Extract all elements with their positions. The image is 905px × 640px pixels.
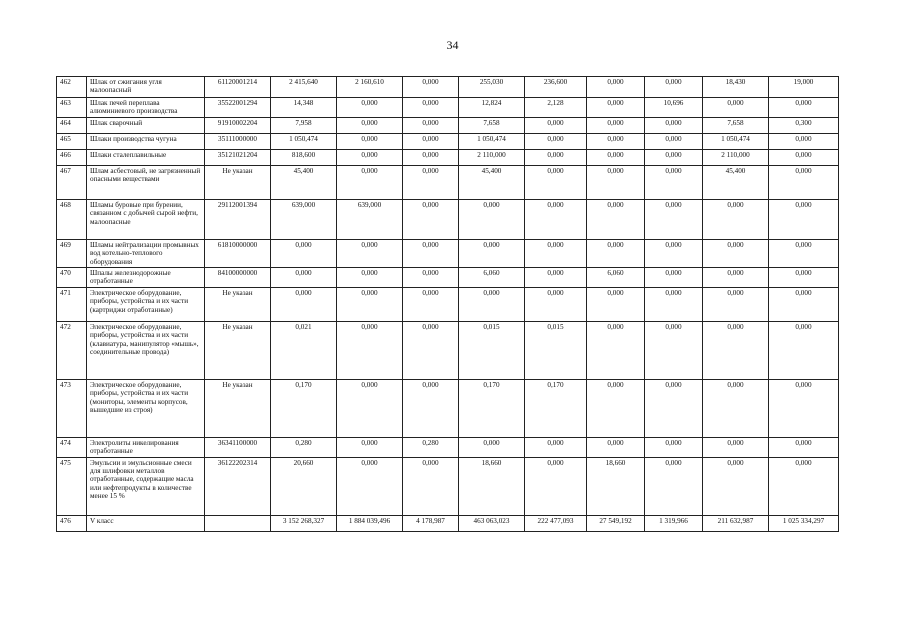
value-cell: 45,400 xyxy=(459,165,525,199)
table-row xyxy=(57,117,839,133)
value-cell: 0,000 xyxy=(403,199,459,239)
value-cell: 0,000 xyxy=(769,239,839,267)
waste-code: Не указан xyxy=(205,321,271,379)
value-cell: 0,000 xyxy=(703,379,769,437)
waste-code: 35111000000 xyxy=(205,133,271,149)
value-cell: 0,300 xyxy=(769,117,839,133)
table-row xyxy=(57,379,839,437)
value-cell: 0,000 xyxy=(769,287,839,321)
table-row xyxy=(57,133,839,149)
value-cell: 0,021 xyxy=(271,321,337,379)
waste-code: 61120001214 xyxy=(205,77,271,98)
value-cell: 0,015 xyxy=(459,321,525,379)
value-cell: 0,000 xyxy=(403,268,459,288)
value-cell: 0,000 xyxy=(525,199,587,239)
value-cell: 0,000 xyxy=(645,199,703,239)
table-row xyxy=(57,321,839,379)
value-cell: 1 050,474 xyxy=(703,133,769,149)
waste-code: 61810000000 xyxy=(205,239,271,267)
value-cell: 0,000 xyxy=(459,199,525,239)
value-cell: 0,000 xyxy=(525,149,587,165)
value-cell: 0,000 xyxy=(587,239,645,267)
value-cell: 0,170 xyxy=(271,379,337,437)
value-cell: 1 050,474 xyxy=(459,133,525,149)
value-cell: 0,000 xyxy=(337,457,403,515)
value-cell: 0,000 xyxy=(645,133,703,149)
row-number: 472 xyxy=(57,321,87,379)
waste-name: Электрическое оборудование, приборы, устройства и их части (мониторы, элементы корпусов, вышедшие из строя) xyxy=(87,379,205,437)
row-number: 464 xyxy=(57,117,87,133)
page-number: 34 xyxy=(446,38,459,52)
value-cell: 0,170 xyxy=(525,379,587,437)
value-cell: 1 319,966 xyxy=(645,515,703,531)
waste-code: 29112001394 xyxy=(205,199,271,239)
value-cell: 18,660 xyxy=(587,457,645,515)
value-cell: 0,000 xyxy=(769,457,839,515)
value-cell: 45,400 xyxy=(271,165,337,199)
value-cell: 0,000 xyxy=(645,77,703,98)
waste-name: Шлаки сталеплавильные xyxy=(87,149,205,165)
value-cell: 45,400 xyxy=(703,165,769,199)
value-cell: 0,000 xyxy=(525,117,587,133)
value-cell: 2 160,610 xyxy=(337,77,403,98)
value-cell: 20,660 xyxy=(271,457,337,515)
table-row xyxy=(57,239,839,267)
value-cell: 0,000 xyxy=(587,133,645,149)
value-cell: 0,000 xyxy=(769,165,839,199)
value-cell: 0,000 xyxy=(525,268,587,288)
waste-name: V класс xyxy=(87,515,205,531)
value-cell: 4 178,987 xyxy=(403,515,459,531)
value-cell: 0,000 xyxy=(645,437,703,457)
table-row xyxy=(57,199,839,239)
waste-name: Шлаки производства чугуна xyxy=(87,133,205,149)
value-cell: 211 632,987 xyxy=(703,515,769,531)
value-cell: 0,280 xyxy=(403,437,459,457)
row-number: 473 xyxy=(57,379,87,437)
value-cell: 0,000 xyxy=(337,379,403,437)
value-cell: 0,000 xyxy=(403,457,459,515)
waste-name: Электролиты никелирования отработанные xyxy=(87,437,205,457)
waste-code: 35121021204 xyxy=(205,149,271,165)
waste-code xyxy=(205,515,271,531)
value-cell: 639,000 xyxy=(337,199,403,239)
row-number: 466 xyxy=(57,149,87,165)
table-row xyxy=(57,437,839,457)
value-cell: 1 884 039,496 xyxy=(337,515,403,531)
value-cell: 1 025 334,297 xyxy=(769,515,839,531)
value-cell: 0,015 xyxy=(525,321,587,379)
value-cell: 0,000 xyxy=(403,287,459,321)
waste-code: Не указан xyxy=(205,165,271,199)
value-cell: 0,000 xyxy=(337,133,403,149)
value-cell: 818,600 xyxy=(271,149,337,165)
row-number: 465 xyxy=(57,133,87,149)
value-cell: 18,660 xyxy=(459,457,525,515)
value-cell: 0,000 xyxy=(587,321,645,379)
value-cell: 0,000 xyxy=(337,437,403,457)
value-cell: 0,000 xyxy=(645,457,703,515)
value-cell: 19,000 xyxy=(769,77,839,98)
value-cell: 0,000 xyxy=(703,321,769,379)
waste-code: 36122202314 xyxy=(205,457,271,515)
value-cell: 0,000 xyxy=(769,379,839,437)
value-cell: 0,280 xyxy=(271,437,337,457)
waste-name: Электрическое оборудование, приборы, устройства и их части (клавиатура, манипулятор «мышь», соединительные провода) xyxy=(87,321,205,379)
value-cell: 0,000 xyxy=(587,199,645,239)
waste-name: Шлак печей переплава алюминиевого производства xyxy=(87,98,205,118)
value-cell: 0,000 xyxy=(337,239,403,267)
waste-name: Эмульсии и эмульсионные смеси для шлифовки металлов отработанные, содержащие масла или нефтепродукты в количестве менее 15 % xyxy=(87,457,205,515)
value-cell: 0,000 xyxy=(403,321,459,379)
value-cell: 0,000 xyxy=(403,98,459,118)
value-cell: 0,000 xyxy=(337,149,403,165)
waste-name: Шлам асбестовый, не загрязненный опасными веществами xyxy=(87,165,205,199)
waste-name: Шламы буровые при бурении, связанном с добычей сырой нефти, малоопасные xyxy=(87,199,205,239)
value-cell: 0,000 xyxy=(525,457,587,515)
value-cell: 0,000 xyxy=(703,98,769,118)
value-cell: 0,000 xyxy=(337,165,403,199)
value-cell: 0,000 xyxy=(403,77,459,98)
value-cell: 0,000 xyxy=(525,239,587,267)
waste-code: Не указан xyxy=(205,379,271,437)
row-number: 475 xyxy=(57,457,87,515)
value-cell: 0,000 xyxy=(403,133,459,149)
row-number: 467 xyxy=(57,165,87,199)
value-cell: 0,000 xyxy=(459,437,525,457)
value-cell: 6,060 xyxy=(459,268,525,288)
value-cell: 0,000 xyxy=(271,268,337,288)
value-cell: 0,000 xyxy=(703,437,769,457)
value-cell: 0,000 xyxy=(703,199,769,239)
value-cell: 0,000 xyxy=(403,239,459,267)
value-cell: 639,000 xyxy=(271,199,337,239)
value-cell: 0,000 xyxy=(645,321,703,379)
value-cell: 0,000 xyxy=(587,165,645,199)
value-cell: 0,000 xyxy=(587,98,645,118)
value-cell: 0,000 xyxy=(403,165,459,199)
value-cell: 0,000 xyxy=(403,149,459,165)
waste-name: Шпалы железнодорожные отработанные xyxy=(87,268,205,288)
value-cell: 0,000 xyxy=(525,165,587,199)
row-number: 474 xyxy=(57,437,87,457)
value-cell: 0,000 xyxy=(459,239,525,267)
waste-name: Электрическое оборудование, приборы, устройства и их части (картриджи отработанные) xyxy=(87,287,205,321)
value-cell: 0,000 xyxy=(703,457,769,515)
value-cell: 0,000 xyxy=(403,379,459,437)
value-cell: 10,696 xyxy=(645,98,703,118)
value-cell: 222 477,093 xyxy=(525,515,587,531)
value-cell: 0,000 xyxy=(587,149,645,165)
row-number: 463 xyxy=(57,98,87,118)
value-cell: 0,000 xyxy=(703,287,769,321)
value-cell: 0,000 xyxy=(337,117,403,133)
value-cell: 18,430 xyxy=(703,77,769,98)
value-cell: 0,000 xyxy=(703,268,769,288)
value-cell: 0,000 xyxy=(645,239,703,267)
row-number: 476 xyxy=(57,515,87,531)
value-cell: 2 415,640 xyxy=(271,77,337,98)
row-number: 470 xyxy=(57,268,87,288)
table-row xyxy=(57,149,839,165)
value-cell: 3 152 268,327 xyxy=(271,515,337,531)
value-cell: 14,348 xyxy=(271,98,337,118)
value-cell: 0,000 xyxy=(403,117,459,133)
value-cell: 0,000 xyxy=(703,239,769,267)
value-cell: 0,000 xyxy=(271,239,337,267)
value-cell: 2 110,000 xyxy=(703,149,769,165)
value-cell: 0,000 xyxy=(587,287,645,321)
value-cell: 27 549,192 xyxy=(587,515,645,531)
value-cell: 463 063,023 xyxy=(459,515,525,531)
value-cell: 236,600 xyxy=(525,77,587,98)
waste-name: Шламы нейтрализации промывных вод котельно-теплового оборудования xyxy=(87,239,205,267)
row-number: 469 xyxy=(57,239,87,267)
waste-name: Шлак сварочный xyxy=(87,117,205,133)
row-number: 471 xyxy=(57,287,87,321)
waste-code: 84100000000 xyxy=(205,268,271,288)
value-cell: 0,000 xyxy=(645,268,703,288)
waste-code: 36341100000 xyxy=(205,437,271,457)
value-cell: 0,000 xyxy=(337,321,403,379)
value-cell: 2 110,000 xyxy=(459,149,525,165)
value-cell: 0,000 xyxy=(525,287,587,321)
waste-table xyxy=(56,76,839,532)
value-cell: 0,000 xyxy=(769,98,839,118)
row-number: 462 xyxy=(57,77,87,98)
value-cell: 6,060 xyxy=(587,268,645,288)
value-cell: 7,658 xyxy=(703,117,769,133)
table-row xyxy=(57,457,839,515)
waste-table-body xyxy=(57,77,839,532)
table-row xyxy=(57,268,839,288)
value-cell: 0,000 xyxy=(587,379,645,437)
value-cell: 0,000 xyxy=(645,117,703,133)
waste-name: Шлак от сжигания угля малоопасный xyxy=(87,77,205,98)
value-cell: 0,000 xyxy=(769,149,839,165)
value-cell: 2,128 xyxy=(525,98,587,118)
value-cell: 0,000 xyxy=(587,117,645,133)
row-number: 468 xyxy=(57,199,87,239)
value-cell: 0,000 xyxy=(337,98,403,118)
value-cell: 0,000 xyxy=(337,287,403,321)
waste-code: 91910002204 xyxy=(205,117,271,133)
value-cell: 0,000 xyxy=(769,268,839,288)
value-cell: 0,000 xyxy=(645,287,703,321)
value-cell: 7,958 xyxy=(271,117,337,133)
value-cell: 0,000 xyxy=(459,287,525,321)
value-cell: 12,824 xyxy=(459,98,525,118)
waste-code: Не указан xyxy=(205,287,271,321)
value-cell: 0,000 xyxy=(337,268,403,288)
value-cell: 255,030 xyxy=(459,77,525,98)
value-cell: 0,000 xyxy=(769,199,839,239)
value-cell: 0,000 xyxy=(645,165,703,199)
value-cell: 1 050,474 xyxy=(271,133,337,149)
value-cell: 0,000 xyxy=(769,321,839,379)
value-cell: 7,658 xyxy=(459,117,525,133)
value-cell: 0,000 xyxy=(645,149,703,165)
value-cell: 0,000 xyxy=(587,77,645,98)
value-cell: 0,000 xyxy=(769,133,839,149)
value-cell: 0,000 xyxy=(525,133,587,149)
value-cell: 0,000 xyxy=(525,437,587,457)
value-cell: 0,170 xyxy=(459,379,525,437)
value-cell: 0,000 xyxy=(645,379,703,437)
table-row xyxy=(57,515,839,531)
table-row xyxy=(57,77,839,98)
value-cell: 0,000 xyxy=(271,287,337,321)
table-row xyxy=(57,165,839,199)
waste-code: 35522001294 xyxy=(205,98,271,118)
value-cell: 0,000 xyxy=(587,437,645,457)
value-cell: 0,000 xyxy=(769,437,839,457)
table-row xyxy=(57,98,839,118)
table-row xyxy=(57,287,839,321)
